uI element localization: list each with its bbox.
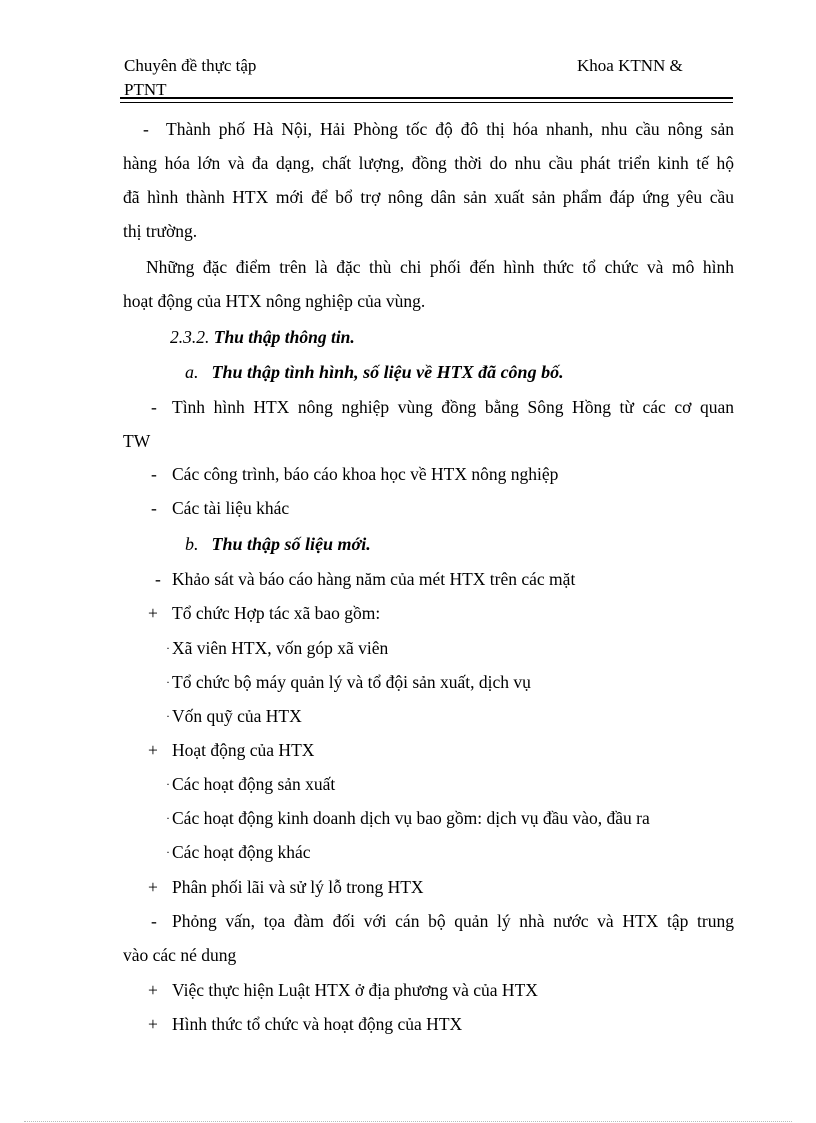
list-item: Tình hình HTX nông nghiệp vùng đồng bằng Sông Hồng từ các cơ quan [172, 397, 734, 417]
list-subitem: Các hoạt động khác [172, 842, 311, 862]
subsection-title: Thu thập tình hình, số liệu về HTX đã công bố. [211, 362, 564, 382]
paragraph-line: hoạt động của HTX nông nghiệp của vùng. [123, 291, 426, 311]
bullet-plus: + [148, 877, 158, 897]
bullet-dot: · [166, 811, 170, 825]
page-bottom-divider [24, 1121, 792, 1122]
list-item: Phân phối lãi và sử lý lỗ trong HTX [172, 877, 424, 897]
list-subitem: Vốn quỹ của HTX [172, 706, 302, 726]
list-subitem: Các hoạt động sản xuất [172, 774, 336, 794]
section-heading [170, 325, 355, 349]
list-item: Khảo sát và báo cáo hàng năm của mét HTX trên các mặt [172, 569, 576, 589]
header-left [124, 54, 424, 102]
subsection-heading-a [185, 360, 564, 384]
list-item: Hoạt động của HTX [172, 740, 315, 760]
list-item-continuation: vào các né dung [123, 945, 237, 965]
list-item: Các tài liệu khác [172, 498, 290, 518]
bullet-dot: · [166, 709, 170, 723]
bullet-dash: - [151, 911, 157, 931]
bullet-plus: + [148, 740, 158, 760]
bullet-plus: + [148, 603, 158, 623]
list-item: Hình thức tổ chức và hoạt động của HTX [172, 1014, 463, 1034]
list-item: Các công trình, báo cáo khoa học về HTX nông nghiệp [172, 464, 559, 484]
list-subitem: Các hoạt động kinh doanh dịch vụ bao gồm: dịch vụ đầu vào, đầu ra [172, 808, 650, 828]
bullet-dot: · [166, 845, 170, 859]
subsection-marker: a. [185, 362, 199, 382]
paragraph-line: Những đặc điểm trên là đặc thù chi phối đến hình thức tổ chức và mô hình [146, 257, 734, 277]
header-rule-thin [120, 102, 733, 103]
bullet-dash: - [155, 569, 161, 589]
list-item: Phỏng vấn, tọa đàm đối với cán bộ quản lý nhà nước và HTX tập trung [172, 911, 734, 931]
subsection-title: Thu thập số liệu mới. [211, 534, 371, 554]
header-rule-thick [120, 97, 733, 99]
section-number: 2.3.2. [170, 327, 210, 347]
paragraph-line: thị trường. [123, 221, 198, 241]
bullet-dot: · [166, 675, 170, 689]
list-item: Việc thực hiện Luật HTX ở địa phương và của HTX [172, 980, 538, 1000]
bullet-plus: + [148, 1014, 158, 1034]
list-subitem: Xã viên HTX, vốn góp xã viên [172, 638, 389, 658]
bullet-dash: - [151, 397, 157, 417]
section-title: Thu thập thông tin. [213, 327, 355, 347]
paragraph-line: đã hình thành HTX mới để bổ trợ nông dân sản xuất sản phẩm đáp ứng yêu cầu [123, 187, 734, 207]
header-faculty: Khoa KTNN & [577, 56, 683, 75]
list-item-continuation: TW [123, 431, 151, 451]
header-course-title: Chuyên đề thực tập [124, 56, 257, 75]
bullet-dot: · [166, 777, 170, 791]
paragraph-line: hàng hóa lớn và đa dạng, chất lượng, đồng thời do nhu cầu phát triển kinh tế hộ [123, 153, 734, 173]
header-course-suffix: PTNT [124, 80, 167, 99]
bullet-dash: - [151, 464, 157, 484]
bullet-plus: + [148, 980, 158, 1000]
bullet-dash: - [143, 119, 149, 139]
subsection-marker: b. [185, 534, 199, 554]
paragraph-line: Thành phố Hà Nội, Hải Phòng tốc độ đô thị hóa nhanh, nhu cầu nông sản [166, 119, 734, 139]
bullet-dot: · [166, 641, 170, 655]
list-subitem: Tổ chức bộ máy quản lý và tổ đội sản xuất, dịch vụ [172, 672, 531, 692]
subsection-heading-b [185, 532, 371, 556]
bullet-dash: - [151, 498, 157, 518]
list-item: Tổ chức Hợp tác xã bao gồm: [172, 603, 381, 623]
